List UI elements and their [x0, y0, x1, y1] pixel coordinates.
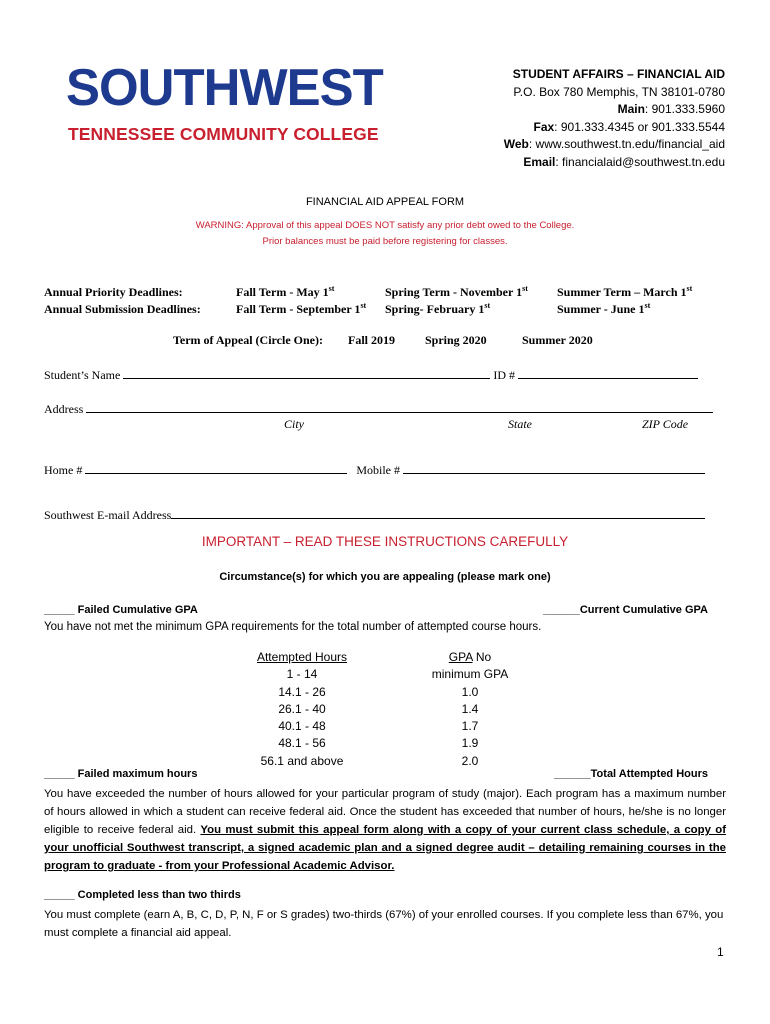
college-logo-subtitle: TENNESSEE COMMUNITY COLLEGE: [68, 124, 379, 144]
hours-row: 14.1 - 26: [278, 684, 326, 699]
zip-caption: ZIP Code: [642, 417, 689, 431]
attempted-hours-header: Attempted Hours: [256, 650, 348, 664]
hours-row: 40.1 - 48: [278, 719, 326, 734]
term-option-spring[interactable]: Spring 2020: [425, 333, 487, 347]
term-option-fall[interactable]: Fall 2019: [348, 333, 395, 347]
gpa-option[interactable]: _____ Failed Cumulative GPA: [44, 604, 198, 616]
warning-line-2: Prior balances must be paid before registering for classes.: [262, 236, 508, 247]
student-id-field[interactable]: [518, 366, 698, 379]
student-id-label: ID #: [493, 368, 515, 382]
state-caption: State: [508, 417, 532, 431]
department-name: STUDENT AFFAIRS – FINANCIAL AID: [512, 67, 725, 81]
mobile-phone-field[interactable]: [403, 461, 705, 474]
address-row: [44, 400, 713, 417]
gpa-row: 1.0: [461, 684, 479, 699]
attempted-hours-column: [250, 649, 354, 770]
gpa-header-line2: minimum GPA: [431, 667, 509, 682]
city-caption: City: [284, 417, 304, 431]
student-name-row: [44, 366, 698, 383]
southwest-email-label: Southwest E-mail Address: [44, 508, 172, 522]
gpa-row: 1.4: [461, 701, 479, 716]
hours-row: 1 - 14: [286, 667, 318, 682]
summer-deadlines: Summer Term – March 1st Summer - June 1st: [557, 284, 693, 316]
page-number: 1: [717, 945, 724, 959]
priority-deadlines-label: Annual Priority Deadlines:: [44, 285, 183, 299]
max-hours-description: You have exceeded the number of hours allowed for your particular program of study (major). Each program has a maximum number of hours allowed in which a student can receive federal aid. Once the student has exceeded that number of hours, he/she is no longer eligible to receive federal aid. You must submit this appeal form along with a copy of your current class schedule, a copy of your unofficial Southwest transcript, a signed academic plan and a signed degree audit – detailing remaining courses in the program to graduate - from your Professional Academic Advisor.: [44, 788, 726, 872]
submission-deadlines-label: Annual Submission Deadlines:: [44, 302, 201, 316]
southwest-email-field[interactable]: [171, 506, 705, 519]
gpa-description: You have not met the minimum GPA requirements for the total number of attempted course hours.: [44, 621, 542, 633]
hours-row: 48.1 - 56: [278, 736, 326, 751]
total-hours-field[interactable]: ______Total Attempted Hours: [553, 768, 708, 780]
phone-row: [44, 461, 705, 478]
max-hours-option[interactable]: _____ Failed maximum hours: [44, 768, 198, 780]
spring-deadlines: Spring Term - November 1st Spring- February 1st: [385, 284, 528, 316]
fax-number: Fax: 901.333.4345 or 901.333.5544: [533, 119, 725, 134]
student-name-label: Student’s Name: [44, 368, 121, 382]
email-address: Email: financialaid@southwest.tn.edu: [523, 154, 725, 169]
two-thirds-option[interactable]: _____ Completed less than two thirds: [44, 889, 241, 901]
term-of-appeal-label: Term of Appeal (Circle One):: [173, 333, 323, 347]
fall-deadlines: Fall Term - May 1st Fall Term - September 1st: [236, 284, 367, 316]
hours-row: 26.1 - 40: [278, 701, 326, 716]
home-phone-label: Home #: [44, 463, 83, 477]
term-option-summer[interactable]: Summer 2020: [522, 333, 593, 347]
warning-line-1: WARNING: Approval of this appeal DOES NOT satisfy any prior debt owed to the College.: [195, 220, 575, 231]
gpa-row: 1.7: [461, 719, 479, 734]
mobile-phone-label: Mobile #: [356, 463, 400, 477]
address-field[interactable]: [86, 400, 713, 413]
gpa-row: 1.9: [461, 736, 479, 751]
contact-block: [504, 66, 725, 172]
deadline-labels: [44, 284, 201, 318]
website: Web: www.southwest.tn.edu/financial_aid: [503, 137, 725, 152]
email-row: [44, 506, 705, 523]
two-thirds-description: You must complete (earn A, B, C, D, P, N, F or S grades) two-thirds (67%) of your enrolled courses. If you complete less than 67%, you must complete a financial aid appeal.: [44, 909, 724, 939]
max-hours-requirements: You must submit this appeal form along with a copy of your current class schedule, a copy of your unofficial Southwest transcript, a signed academic plan and a signed degree audit – detailing remaining courses in the program to graduate - from your Professional Academic Advisor.: [44, 824, 726, 872]
student-name-field[interactable]: [123, 366, 490, 379]
gpa-header: GPA No: [448, 650, 492, 664]
current-gpa-field[interactable]: ______Current Cumulative GPA: [543, 604, 708, 616]
mailing-address: P.O. Box 780 Memphis, TN 38101-0780: [513, 84, 725, 99]
gpa-row: 2.0: [461, 753, 479, 768]
college-logo-wordmark: SOUTHWEST: [66, 59, 383, 117]
address-label: Address: [44, 402, 84, 416]
circumstance-heading: Circumstance(s) for which you are appealing (please mark one): [219, 571, 551, 583]
gpa-column: [418, 649, 522, 770]
main-phone: Main: 901.333.5960: [617, 102, 725, 117]
important-heading: IMPORTANT – READ THESE INSTRUCTIONS CAREFULLY: [201, 534, 569, 549]
home-phone-field[interactable]: [85, 461, 347, 474]
hours-row: 56.1 and above: [260, 753, 344, 768]
form-title: FINANCIAL AID APPEAL FORM: [305, 196, 465, 208]
